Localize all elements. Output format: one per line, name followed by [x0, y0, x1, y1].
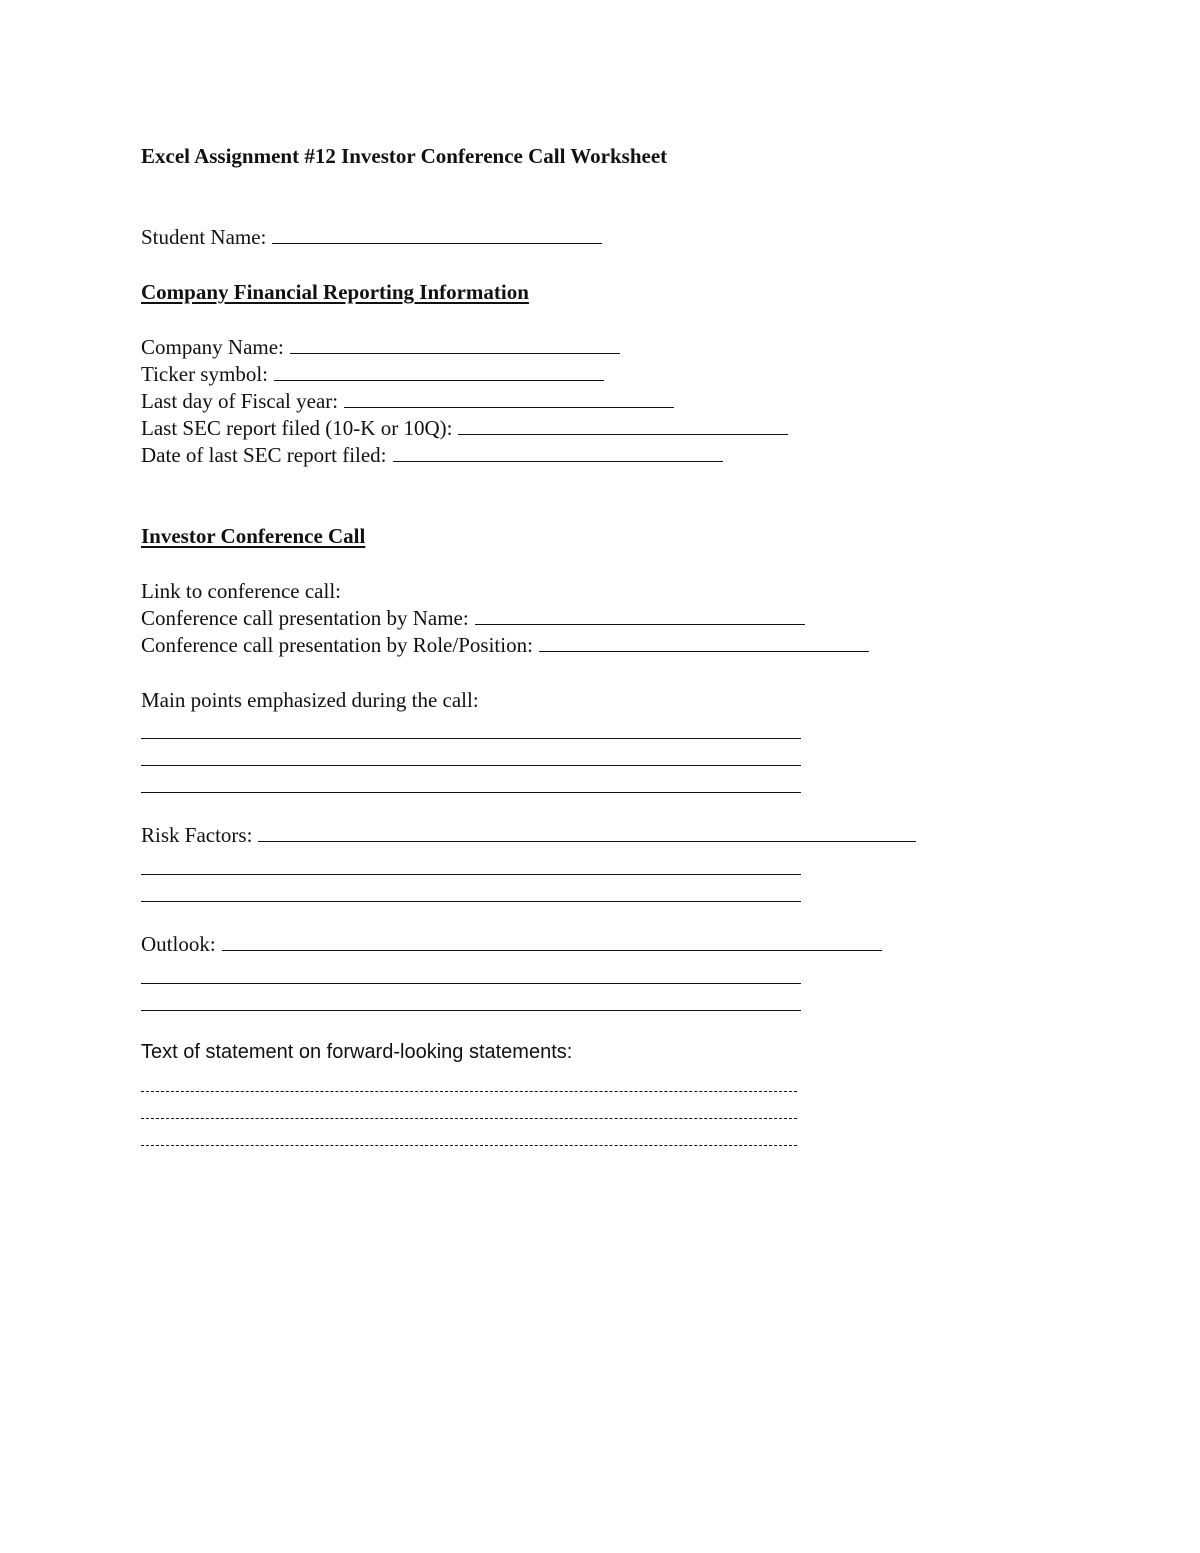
- sec-date-row: [141, 443, 723, 467]
- risk-factors-line[interactable]: [141, 901, 801, 902]
- ticker-label: Ticker symbol:: [141, 362, 268, 386]
- sec-date-blank[interactable]: [393, 443, 723, 462]
- company-section-heading: Company Financial Reporting Information: [141, 280, 529, 304]
- student-name-label: Student Name:: [141, 225, 267, 249]
- main-points-line[interactable]: [141, 765, 801, 766]
- outlook-row: [141, 932, 882, 956]
- fiscal-year-label: Last day of Fiscal year:: [141, 389, 339, 413]
- presenter-role-blank[interactable]: [539, 633, 869, 652]
- presenter-name-label: Conference call presentation by Name:: [141, 606, 469, 630]
- student-name-row: [141, 225, 602, 249]
- ticker-row: [141, 362, 604, 386]
- presenter-name-blank[interactable]: [475, 606, 805, 625]
- company-name-row: [141, 335, 620, 359]
- call-section-heading: Investor Conference Call: [141, 524, 366, 548]
- outlook-label: Outlook:: [141, 932, 216, 956]
- student-name-blank[interactable]: [272, 225, 602, 244]
- ticker-blank[interactable]: [274, 362, 604, 381]
- link-label: Link to conference call:: [141, 579, 341, 603]
- sec-report-row: [141, 416, 788, 440]
- forward-looking-line[interactable]: [141, 1091, 797, 1092]
- page-title: Excel Assignment #12 Investor Conference Call Worksheet: [141, 144, 668, 168]
- company-name-label: Company Name:: [141, 335, 284, 359]
- outlook-line[interactable]: [141, 983, 801, 984]
- main-points-label: Main points emphasized during the call:: [141, 688, 479, 712]
- presenter-name-row: [141, 606, 805, 630]
- outlook-line[interactable]: [141, 1010, 801, 1011]
- risk-factors-label: Risk Factors:: [141, 823, 253, 847]
- sec-date-label: Date of last SEC report filed:: [141, 443, 387, 467]
- presenter-role-label: Conference call presentation by Role/Position:: [141, 633, 533, 657]
- forward-looking-label: Text of statement on forward-looking statements:: [141, 1041, 573, 1063]
- sec-report-blank[interactable]: [458, 416, 788, 435]
- risk-factors-row: [141, 823, 916, 847]
- outlook-blank[interactable]: [222, 932, 882, 951]
- risk-factors-blank[interactable]: [258, 823, 916, 842]
- main-points-line[interactable]: [141, 738, 801, 739]
- fiscal-year-row: [141, 389, 674, 413]
- main-points-line[interactable]: [141, 792, 801, 793]
- presenter-role-row: [141, 633, 869, 657]
- risk-factors-line[interactable]: [141, 874, 801, 875]
- company-name-blank[interactable]: [290, 335, 620, 354]
- forward-looking-line[interactable]: [141, 1145, 797, 1146]
- fiscal-year-blank[interactable]: [344, 389, 674, 408]
- forward-looking-line[interactable]: [141, 1118, 797, 1119]
- sec-report-label: Last SEC report filed (10-K or 10Q):: [141, 416, 453, 440]
